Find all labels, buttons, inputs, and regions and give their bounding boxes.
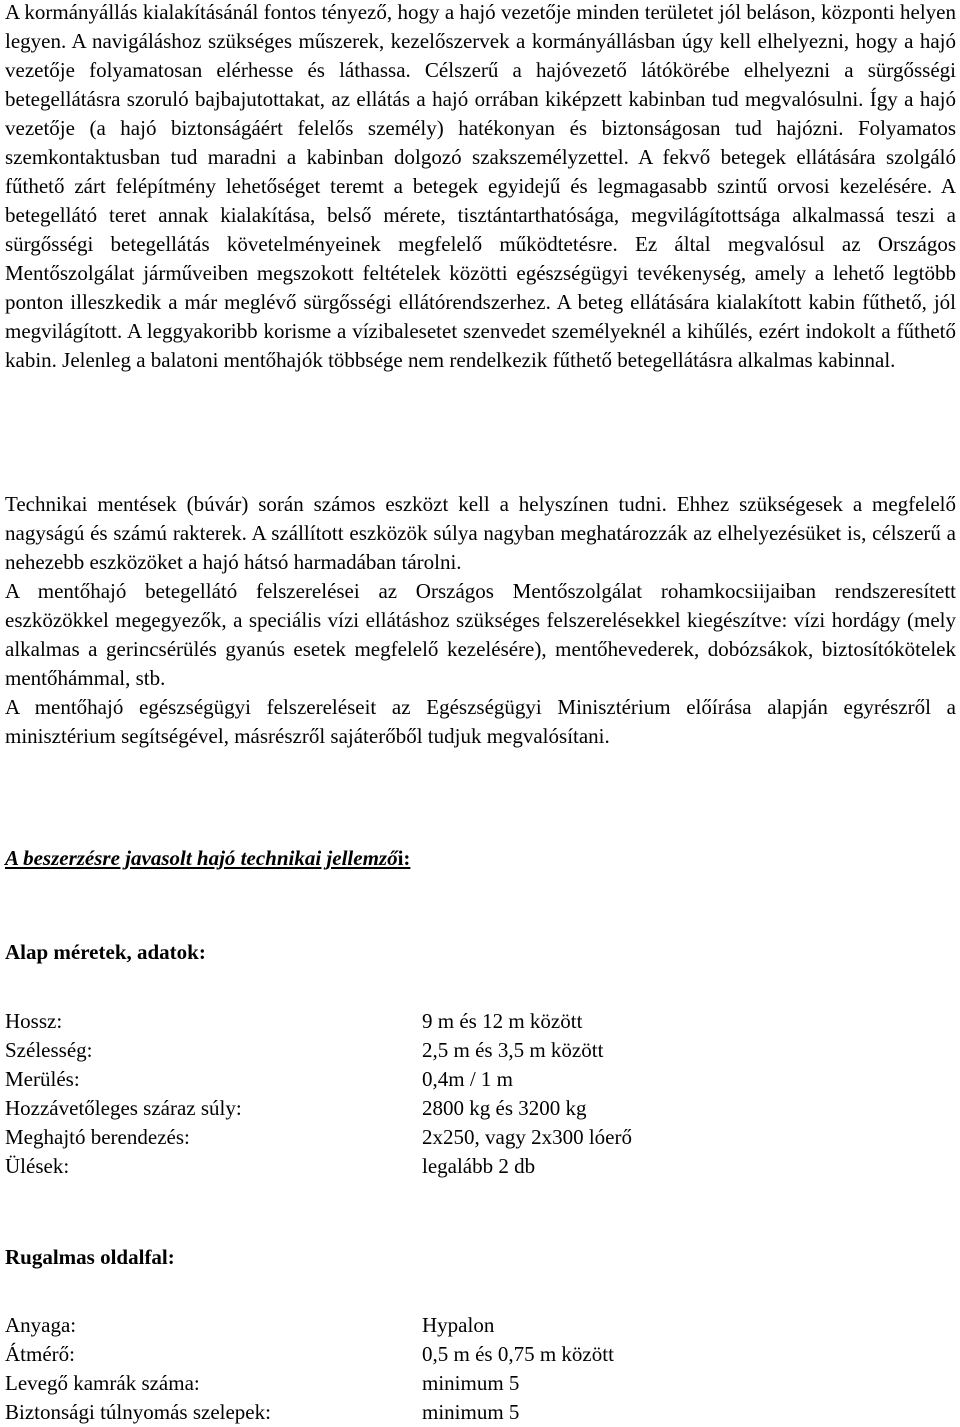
main-heading-text: A beszerzésre javasolt hajó technikai jellemző <box>5 846 398 870</box>
spec-row <box>5 1152 632 1181</box>
spec-row <box>5 1123 632 1152</box>
spec-value: minimum 5 <box>422 1371 520 1395</box>
intro-paragraph: A kormányállás kialakításánál fontos tényező, hogy a hajó vezetője minden területet jól beláson, központi helyen legyen. A navigáláshoz szükséges műszerek, kezelőszervek a kormányállásban úgy kell elhelyezni, hogy a hajó vezetője folyamatosan elérhesse és láthassa. Célszerű a hajóvezető látókörébe elhelyezni a sürgősségi betegellátásra szoruló bajbajutottakat, az ellátás a hajó orrában kiképzett kabinban tud megvalósulni. Így a hajó vezetője (a hajó biztonságáért felelős személy) hatékonyan és biztonságosan tud hajózni. Folyamatos szemkontaktusban tud maradni a kabinban dolgozó szakszemélyzettel. A fekvő betegek ellátására szolgáló fűthető zárt felépítmény lehetőséget teremt a betegek egyidejű és legmagasabb szintű orvosi kezelésére. A betegellátó teret annak kialakítása, belső mérete, tisztántarthatósága, megvilágítottsága alkalmassá teszi a sürgősségi betegellátás követelményeinek megfelelő működtetésre. Ez által megvalósul az Országos Mentőszolgálat járműveiben megszokott feltételek közötti egészségügyi tevékenység, amely a lehető legtöbb ponton illeszkedik a már meglévő sürgősségi ellátórendszerhez. A beteg ellátására kialakított kabin fűthető, jól megvilágított. A leggyakoribb korisme a vízibalesetet szenvedet személyeknél a kihűlés, ezért indokolt a fűthető kabin. Jelenleg a balatoni mentőhajók többsége nem rendelkezik fűthető betegellátásra alkalmas kabinnal. <box>5 0 956 372</box>
spec-value: minimum 5 <box>422 1400 520 1424</box>
tube-specs-table <box>5 1311 614 1427</box>
spec-label: Szélesség: <box>5 1038 93 1062</box>
spec-value: legalább 2 db <box>422 1154 536 1178</box>
spec-label: Ülések: <box>5 1154 70 1178</box>
spec-value: 2,5 m és 3,5 m között <box>422 1038 604 1062</box>
equipment-paragraph: A mentőhajó betegellátó felszerelései az Országos Mentőszolgálat rohamkocsiijaiban rendszeresített eszközökkel megegyezők, a speciális vízi ellátáshoz szükséges felszerelésekkel kiegészítve: vízi hordágy (mely alkalmas a gerincsérülés gyanús esetek megfelelő kezelésére), mentőhevederek, dobózsákok, biztosítókötelek mentőhámmal, stb. <box>5 579 956 690</box>
spec-label: Biztonsági túlnyomás szelepek: <box>5 1400 271 1424</box>
spec-value: 0,4m / 1 m <box>422 1067 514 1091</box>
technical-rescue-paragraph: Technikai mentések (búvár) során számos eszközt kell a helyszínen tudni. Ehhez szükségesek a megfelelő nagyságú és számú rakterek. A szállított eszközök súlya nagyban meghatározzák az elhelyezésüket is, célszerű a nehezebb eszközöket a hajó hátsó harmadában tárolni. <box>5 492 956 574</box>
spec-label: Hossz: <box>5 1009 63 1033</box>
spec-label: Meghajtó berendezés: <box>5 1125 190 1149</box>
spec-value: 2x250, vagy 2x300 lóerő <box>422 1125 632 1149</box>
funding-paragraph: A mentőhajó egészségügyi felszereléseit az Egészségügyi Minisztérium előírása alapján egyrészről a minisztérium segítségével, másrészről sajáterőből tudjuk megvalósítani. <box>5 695 956 748</box>
spec-row <box>5 1036 632 1065</box>
section-title-basic: Alap méretek, adatok: <box>5 940 206 964</box>
main-heading-suffix: i: <box>397 846 411 870</box>
spec-row <box>5 1094 632 1123</box>
spec-value: 2800 kg és 3200 kg <box>422 1096 587 1120</box>
spec-value: 9 m és 12 m között <box>422 1009 583 1033</box>
spec-row <box>5 1340 614 1369</box>
spec-row <box>5 1369 614 1398</box>
spec-label: Levegő kamrák száma: <box>5 1371 200 1395</box>
spec-label: Merülés: <box>5 1067 80 1091</box>
spec-label: Átmérő: <box>5 1342 75 1366</box>
basic-specs-table <box>5 1007 632 1181</box>
main-heading <box>5 846 410 871</box>
spec-row <box>5 1311 614 1340</box>
section-title-tube: Rugalmas oldalfal: <box>5 1245 175 1269</box>
spec-row <box>5 1398 614 1427</box>
spec-value: Hypalon <box>422 1313 495 1337</box>
spec-value: 0,5 m és 0,75 m között <box>422 1342 614 1366</box>
spec-label: Hozzávetőleges száraz súly: <box>5 1096 242 1120</box>
spec-row <box>5 1007 632 1036</box>
spec-label: Anyaga: <box>5 1313 77 1337</box>
spec-row <box>5 1065 632 1094</box>
